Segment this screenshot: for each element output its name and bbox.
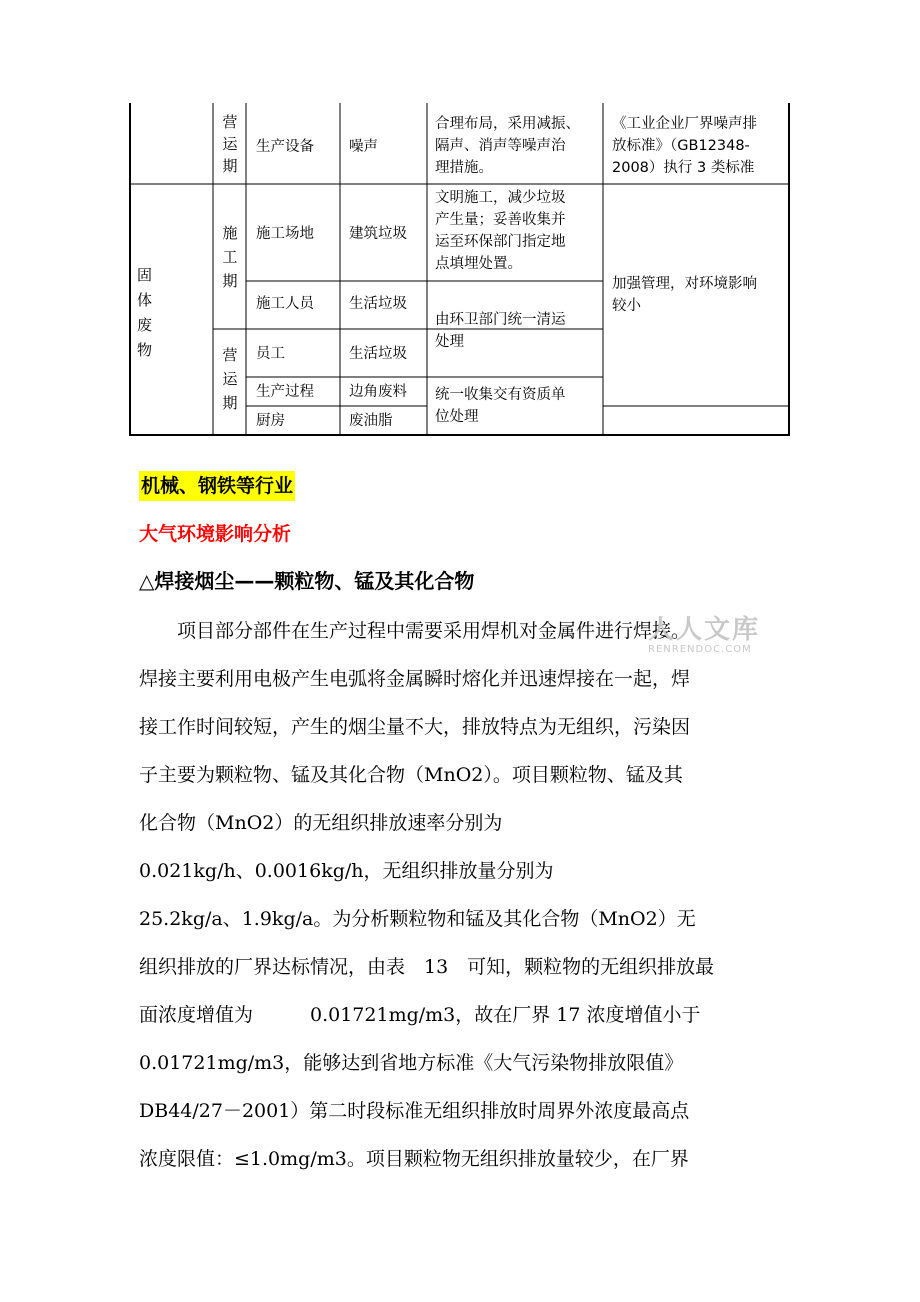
paragraph-line: 子主要为颗粒物、锰及其化合物（MnO2）。项目颗粒物、锰及其 bbox=[139, 764, 683, 786]
pollutant-cell: 边角废料 bbox=[349, 384, 407, 400]
measure-cell bbox=[435, 309, 566, 353]
period-operation-noise bbox=[215, 111, 245, 177]
paragraph-line: 浓度限值：≤1.0mg/m3。项目颗粒物无组织排放量较少，在厂界 bbox=[139, 1148, 689, 1170]
measure-cell bbox=[435, 113, 580, 179]
source-cell: 员工 bbox=[256, 346, 285, 362]
measure-line: 点填埋处置。 bbox=[435, 256, 522, 272]
paragraph-line: 面浓度增值为 0.01721mg/m3，故在厂界 17 浓度增值小于 bbox=[139, 1004, 701, 1026]
period-label: 营运期 bbox=[222, 113, 238, 175]
watermark-url: RENRENDOC.COM bbox=[648, 644, 752, 655]
pollutant-cell: 生活垃圾 bbox=[349, 296, 407, 312]
paragraph-line: 焊接主要利用电极产生电弧将金属瞬时熔化并迅速焊接在一起，焊 bbox=[139, 668, 691, 690]
pollutant-cell: 噪声 bbox=[349, 139, 378, 155]
paragraph-line: 接工作时间较短，产生的烟尘量不大，排放特点为无组织，污染因 bbox=[139, 716, 691, 738]
section-heading-industry: 机械、钢铁等行业 bbox=[139, 471, 295, 501]
paragraph-line: 项目部分部件在生产过程中需要采用焊机对金属件进行焊接。 bbox=[139, 620, 691, 642]
watermark bbox=[648, 616, 778, 655]
paragraph-line: DB44/27－2001）第二时段标准无组织排放时周界外浓度最高点 bbox=[139, 1100, 690, 1122]
effect-cell bbox=[612, 273, 757, 317]
period-operation-solid bbox=[215, 343, 245, 415]
effect-line: 2008）执行 3 类标准 bbox=[612, 160, 755, 176]
period-label: 施工期 bbox=[222, 224, 238, 290]
subsection-heading: △焊接烟尘——颗粒物、锰及其化合物 bbox=[139, 569, 475, 593]
measure-line: 位处理 bbox=[435, 409, 479, 425]
period-construction bbox=[215, 221, 245, 293]
measure-line: 由环卫部门统一清运 bbox=[435, 312, 566, 328]
measure-line: 处理 bbox=[435, 334, 464, 350]
measure-line: 产生量；妥善收集并 bbox=[435, 212, 566, 228]
measure-line: 隔声、消声等噪声治 bbox=[435, 138, 566, 154]
paragraph-line: 化合物（MnO2）的无组织排放速率分别为 bbox=[139, 812, 503, 834]
measure-line: 文明施工，减少垃圾 bbox=[435, 190, 566, 206]
paragraph-line: 组织排放的厂界达标情况，由表 13 可知，颗粒物的无组织排放最 bbox=[139, 956, 715, 978]
period-label: 营运期 bbox=[222, 346, 238, 412]
effect-line: 较小 bbox=[612, 298, 641, 314]
measure-line: 统一收集交有资质单 bbox=[435, 387, 566, 403]
source-cell: 施工场地 bbox=[256, 226, 314, 242]
pollutant-cell: 废油脂 bbox=[349, 413, 393, 429]
source-cell: 生产设备 bbox=[256, 139, 314, 155]
category-label: 固体废物 bbox=[137, 266, 153, 359]
category-solid-waste bbox=[137, 263, 159, 363]
paragraph-line: 25.2kg/a、1.9kg/a。为分析颗粒物和锰及其化合物（MnO2）无 bbox=[139, 908, 696, 930]
pollution-table bbox=[129, 103, 790, 436]
source-cell: 生产过程 bbox=[256, 384, 314, 400]
effect-line: 《工业企业厂界噪声排 bbox=[612, 116, 757, 132]
measure-cell bbox=[435, 384, 566, 428]
effect-cell bbox=[612, 113, 757, 179]
measure-cell bbox=[435, 187, 566, 275]
section-heading-air: 大气环境影响分析 bbox=[139, 523, 292, 545]
source-cell: 施工人员 bbox=[256, 296, 314, 312]
measure-line: 合理布局，采用减振、 bbox=[435, 116, 580, 132]
effect-line: 加强管理，对环境影响 bbox=[612, 276, 757, 292]
measure-line: 运至环保部门指定地 bbox=[435, 234, 566, 250]
paragraph-line: 0.01721mg/m3，能够达到省地方标准《大气污染物排放限值》 bbox=[139, 1052, 684, 1074]
pollutant-cell: 建筑垃圾 bbox=[349, 226, 407, 242]
pollutant-cell: 生活垃圾 bbox=[349, 346, 407, 362]
watermark-logo-text: 人人文库 bbox=[648, 615, 761, 645]
effect-line: 放标准》（GB12348- bbox=[612, 138, 750, 154]
source-cell: 厨房 bbox=[256, 413, 285, 429]
paragraph-line: 0.021kg/h、0.0016kg/h，无组织排放量分别为 bbox=[139, 860, 554, 882]
measure-line: 理措施。 bbox=[435, 160, 493, 176]
